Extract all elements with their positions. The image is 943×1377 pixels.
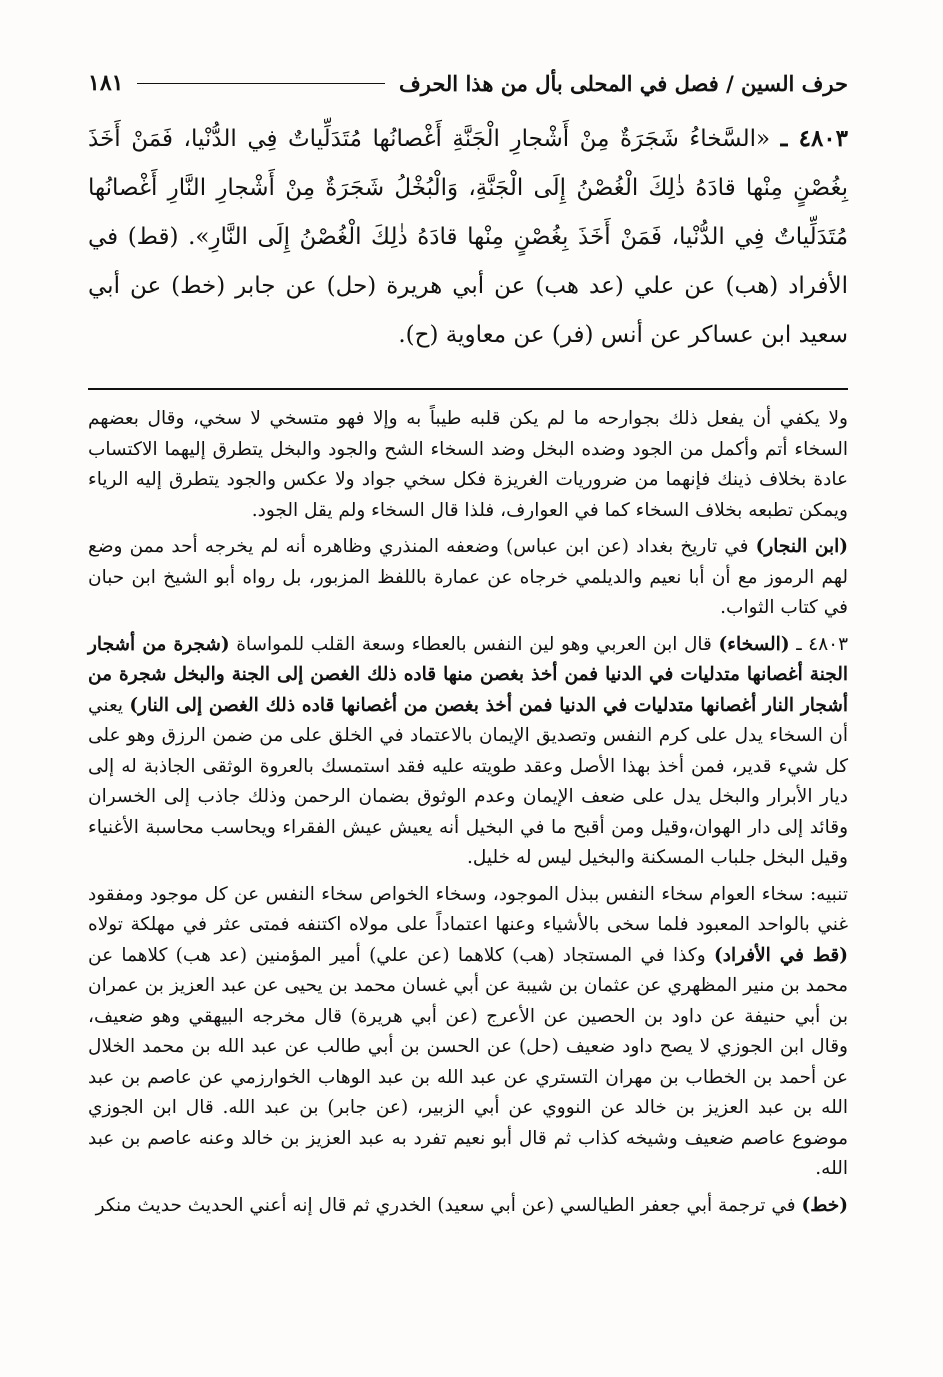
source-ref: (خط) (801, 1194, 848, 1216)
page-number: ١٨١ (88, 70, 124, 96)
commentary-text: ولا يكفي أن يفعل ذلك بجوارحه ما لم يكن قلبه طيباً به وإلا فهو متسخي لا سخي، وقال بعضهم السخاء أتم وأكمل من الجود وضده البخل وضد السخاء الشح والجود والبخل يتطرق إليهما الاكتساب عادة بخلاف ذينك فإنهما من ضروريات الغريزة فكل سخي جواد ولا عكس والجود يتطرق إليه الرياء ويمكن تطبعه بخلاف السخاء كما في العوارف، فلذا قال السخاء ولم يقل الجود. (88, 408, 848, 521)
book-page (88, 58, 848, 1221)
commentary-text: قال ابن العربي وهو لين النفس بالعطاء وسعة القلب للمواساة (229, 633, 719, 655)
commentary-text: في ترجمة أبي جعفر الطيالسي (عن أبي سعيد) الخدري ثم قال إنه أعني الحديث حديث منكر (95, 1194, 802, 1216)
commentary-text: تنبيه: سخاء العوام سخاء النفس ببذل الموجود، وسخاء الخواص سخاء النفس عن كل موجود ومفقود غني بالواحد المعبود فلما سخى بالأشياء وعنها اعتماداً على مولاه اكتنفه فمتى عثر في مهلكة تولاه (88, 883, 848, 935)
entry-number: ٤٨٠٣ ـ (796, 633, 849, 655)
chapter-title: حرف السين / فصل في المحلى بأل من هذا الحرف (399, 70, 848, 96)
hadith-text-block (88, 114, 848, 360)
commentary-paragraph (88, 404, 848, 526)
quoted-hadith: (شجرة من أشجار الجنة أغصانها متدليات في الدنيا فمن أخذ بغصن منها قاده ذلك الغصن إلى الجنة والبخل شجرة من أشجار النار أغصانها متدليات في الدنيا فمن أخذ بغصن من أغصانها قاده ذلك الغصن إلى النار) (88, 633, 848, 716)
commentary-text: وكذا في المستجاد (هب) كلاهما (عن علي) أمير المؤمنين (عد هب) كلاهما عن محمد بن منير المظهري عن عثمان بن شيبة عن أبي غسان محمد بن يحيى عن عبد العزيز بن عمران بن أبي حنيفة عن داود بن الحصين عن الأعرج (عن أبي هريرة) قال مخرجه البيهقي وهو ضعيف، وقال ابن الجوزي لا يصح داود ضعيف (حل) عن الحسن بن أبي طالب عن عبد الله بن محمد الخلال عن أحمد بن الخطاب بن مهران التستري عن عبد الله بن عبد الوهاب الخوارزمي عن عاصم بن عبد الله بن عبد العزيز بن خالد عن النووي عن أبي الزبير، (عن جابر) بن عبد الله. قال ابن الجوزي موضوع عاصم ضعيف وشيخه كذاب ثم قال أبو نعيم تفرد به عبد العزيز بن خالد وعنه عاصم بن عبد الله. (88, 944, 848, 1179)
commentary-text: في تاريخ بغداد (عن ابن عباس) وضعفه المنذري وظاهره أنه لم يخرجه أحد ممن وضع لهم الرموز مع أن أبا نعيم والديلمي خرجاه عن عمارة باللفظ المزبور، بل رواه أبو الشيخ ابن حبان في كتاب الثواب. (88, 536, 848, 618)
commentary-block (88, 404, 848, 1221)
keyword: (السخاء) (718, 633, 790, 655)
commentary-paragraph (88, 1191, 848, 1222)
hadith-number: ٤٨٠٣ ـ (780, 125, 849, 152)
hadith-sources: (قط) في الأفراد (هب) عن علي (عد هب) عن أبي هريرة (حل) عن جابر (خط) عن أبي سعيد ابن عساكر عن أنس (فر) عن معاوية (ح). (88, 224, 848, 348)
commentary-paragraph (88, 880, 848, 1185)
commentary-paragraph (88, 532, 848, 624)
source-ref: (قط في الأفراد) (713, 944, 848, 966)
footnote-separator (88, 388, 848, 390)
hadith-text: «السَّخاءُ شَجَرَةٌ مِنْ أَشْجارِ الْجَنَّةِ أَغْصانُها مُتَدَلِّياتٌ فِي الدُّنْيا، فَمَنْ أَخَذَ بِغُصْنٍ مِنْها قادَهُ ذٰلِكَ الْغُصْنُ إِلَى الْجَنَّةِ، وَالْبُخْلُ شَجَرَةٌ مِنْ أَشْجارِ النَّارِ أَغْصانُها مُتَدَلِّياتٌ فِي الدُّنْيا، فَمَنْ أَخَذَ بِغُصْنٍ مِنْها قادَهُ ذٰلِكَ الْغُصْنُ إِلَى النَّارِ». (88, 126, 849, 250)
running-header (88, 58, 848, 108)
source-ref: (ابن النجار) (755, 536, 848, 557)
header-rule (137, 83, 385, 84)
commentary-paragraph (88, 630, 848, 874)
commentary-text: يعني أن السخاء يدل على كرم النفس وتصديق الإيمان بالاعتماد في الخلق على من ضمن الرزق وهو على كل شيء قدير، فمن أخذ بهذا الأصل وعقد طويته عليه فقد استمسك بالعروة الوثقى الجاذبة له إلى ديار الأبرار والبخل يدل على ضعف الإيمان وعدم الوثوق بضمان الرحمن وذلك جاذب إلى الخسران وقائد إلى دار الهوان،وقيل ومن أقبح ما في البخيل أنه يعيش عيش الفقراء ويحاسب محاسبة الأغنياء وقيل البخل جلباب المسكنة والبخيل ليس له خليل. (88, 694, 848, 868)
